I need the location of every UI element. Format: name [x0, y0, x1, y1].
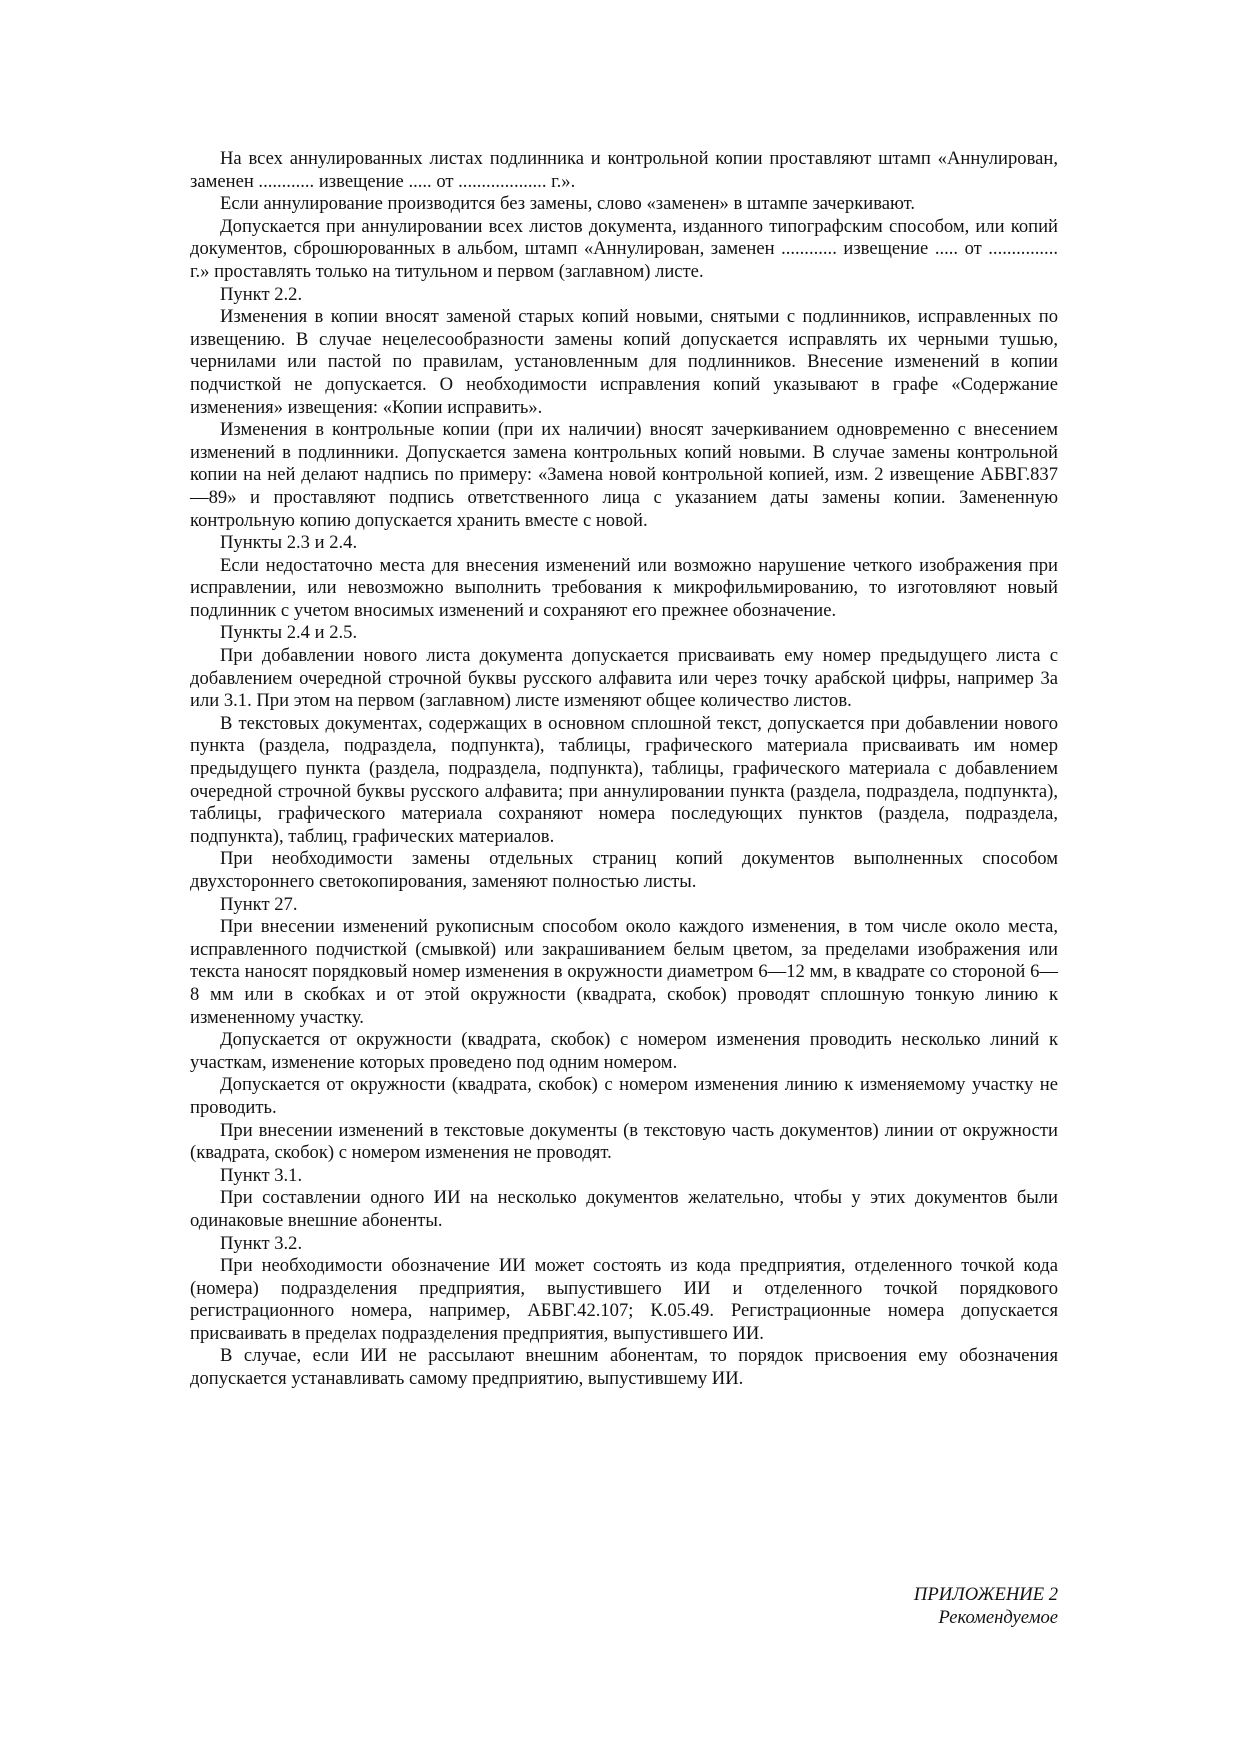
section-reference: Пункт 27.: [220, 893, 298, 915]
paragraph: При необходимости обозначение ИИ может состоять из кода предприятия, отделенного точкой кода (номера) подразделения предприятия, выпустившего ИИ и отделенного точкой порядкового регистрационного номера, например, АБВГ.42.107; К.05.49. Регистрационные номера допускается присваивать в пределах подразделения предприятия, выпустившего ИИ.: [190, 1255, 1058, 1344]
paragraph: Изменения в контрольные копии (при их наличии) вносят зачеркиванием одновременно с внесением изменений в подлинники. Допускается замена контрольных копий новыми. В случае замены контрольной копии на ней делают надпись по примеру: «Замена новой контрольной копией, изм. 2 извещение АБВГ.837—89» и проставляют подпись ответственного лица с указанием даты замены копии. Замененную контрольную копию допускается хранить вместе с новой.: [190, 419, 1058, 531]
paragraph: Допускается от окружности (квадрата, скобок) с номером изменения линию к изменяемому участку не проводить.: [190, 1074, 1058, 1118]
section-reference: Пункты 2.3 и 2.4.: [220, 532, 358, 554]
paragraph: Допускается от окружности (квадрата, скобок) с номером изменения проводить несколько линий к участкам, изменение которых проведено под одним номером.: [190, 1029, 1058, 1073]
paragraph: При внесении изменений в текстовые документы (в текстовую часть документов) линии от окружности (квадрата, скобок) с номером изменения не проводят.: [190, 1119, 1058, 1164]
appendix-title: ПРИЛОЖЕНИЕ 2: [913, 1584, 1058, 1605]
appendix-subtitle: Рекомендуемое: [938, 1607, 1058, 1628]
section-reference: Пункт 3.1.: [220, 1164, 303, 1186]
paragraph: При необходимости замены отдельных страниц копий документов выполненных способом двухстороннего светокопирования, заменяют полностью листы.: [190, 848, 1058, 892]
appendix-heading: [914, 1583, 1058, 1629]
paragraph: На всех аннулированных листах подлинника и контрольной копии проставляют штамп «Аннулирован, заменен ............ извещение ..... от ................... г.».: [190, 148, 1058, 192]
paragraph: При внесении изменений рукописным способом около каждого изменения, в том числе около места, исправленного подчисткой (смывкой) или закрашиванием белым цветом, за пределами изображения или текста наносят порядковый номер изменения в окружности диаметром 6—12 мм, в квадрате со стороной 6—8 мм или в скобках и от этой окружности (квадрата, скобок) проводят сплошную тонкую линию к измененному участку.: [190, 916, 1058, 1028]
section-reference: Пункт 2.2.: [220, 283, 303, 305]
paragraph: Если аннулирование производится без замены, слово «заменен» в штампе зачеркивают.: [220, 193, 916, 215]
paragraph: Допускается при аннулировании всех листов документа, изданного типографским способом, или копий документов, сброшюрованных в альбом, штамп «Аннулирован, заменен ............ извещение ..... от ............... г.» проставлять только на титульном и первом (заглавном) листе.: [190, 215, 1058, 282]
paragraph: При добавлении нового листа документа допускается присваивать ему номер предыдущего листа с добавлением очередной строчной буквы русского алфавита или через точку арабской цифры, например 3а или 3.1. При этом на первом (заглавном) листе изменяют общее количество листов.: [190, 645, 1058, 712]
paragraph: В текстовых документах, содержащих в основном сплошной текст, допускается при добавлении нового пункта (раздела, подраздела, подпункта), таблицы, графического материала присваивать им номер предыдущего пункта (раздела, подраздела, подпункта), таблицы, графического материала с добавлением очередной строчной буквы русского алфавита; при аннулировании пункта (раздела, подраздела, подпункта), таблицы, графического материала сохраняют номера последующих пунктов (раздела, подраздела, подпункта), таблиц, графических материалов.: [190, 712, 1058, 847]
section-reference: Пункты 2.4 и 2.5.: [220, 622, 358, 644]
document-body: [190, 148, 1058, 1391]
section-reference: Пункт 3.2.: [220, 1232, 303, 1254]
paragraph: Изменения в копии вносят заменой старых копий новыми, снятыми с подлинников, исправленных по извещению. В случае нецелесообразности замены копий допускается исправлять их черными тушью, чернилами или пастой по правилам, установленным для подлинников. Внесение изменений в копии подчисткой не допускается. О необходимости исправления копий указывают в графе «Содержание изменения» извещения: «Копии исправить».: [190, 306, 1058, 418]
paragraph: При составлении одного ИИ на несколько документов желательно, чтобы у этих документов были одинаковые внешние абоненты.: [190, 1187, 1058, 1231]
paragraph: Если недостаточно места для внесения изменений или возможно нарушение четкого изображения при исправлении, или невозможно выполнить требования к микрофильмированию, то изготовляют новый подлинник с учетом вносимых изменений и сохраняют его прежнее обозначение.: [190, 554, 1058, 621]
paragraph: В случае, если ИИ не рассылают внешним абонентам, то порядок присвоения ему обозначения допускается устанавливать самому предприятию, выпустившему ИИ.: [190, 1345, 1058, 1390]
